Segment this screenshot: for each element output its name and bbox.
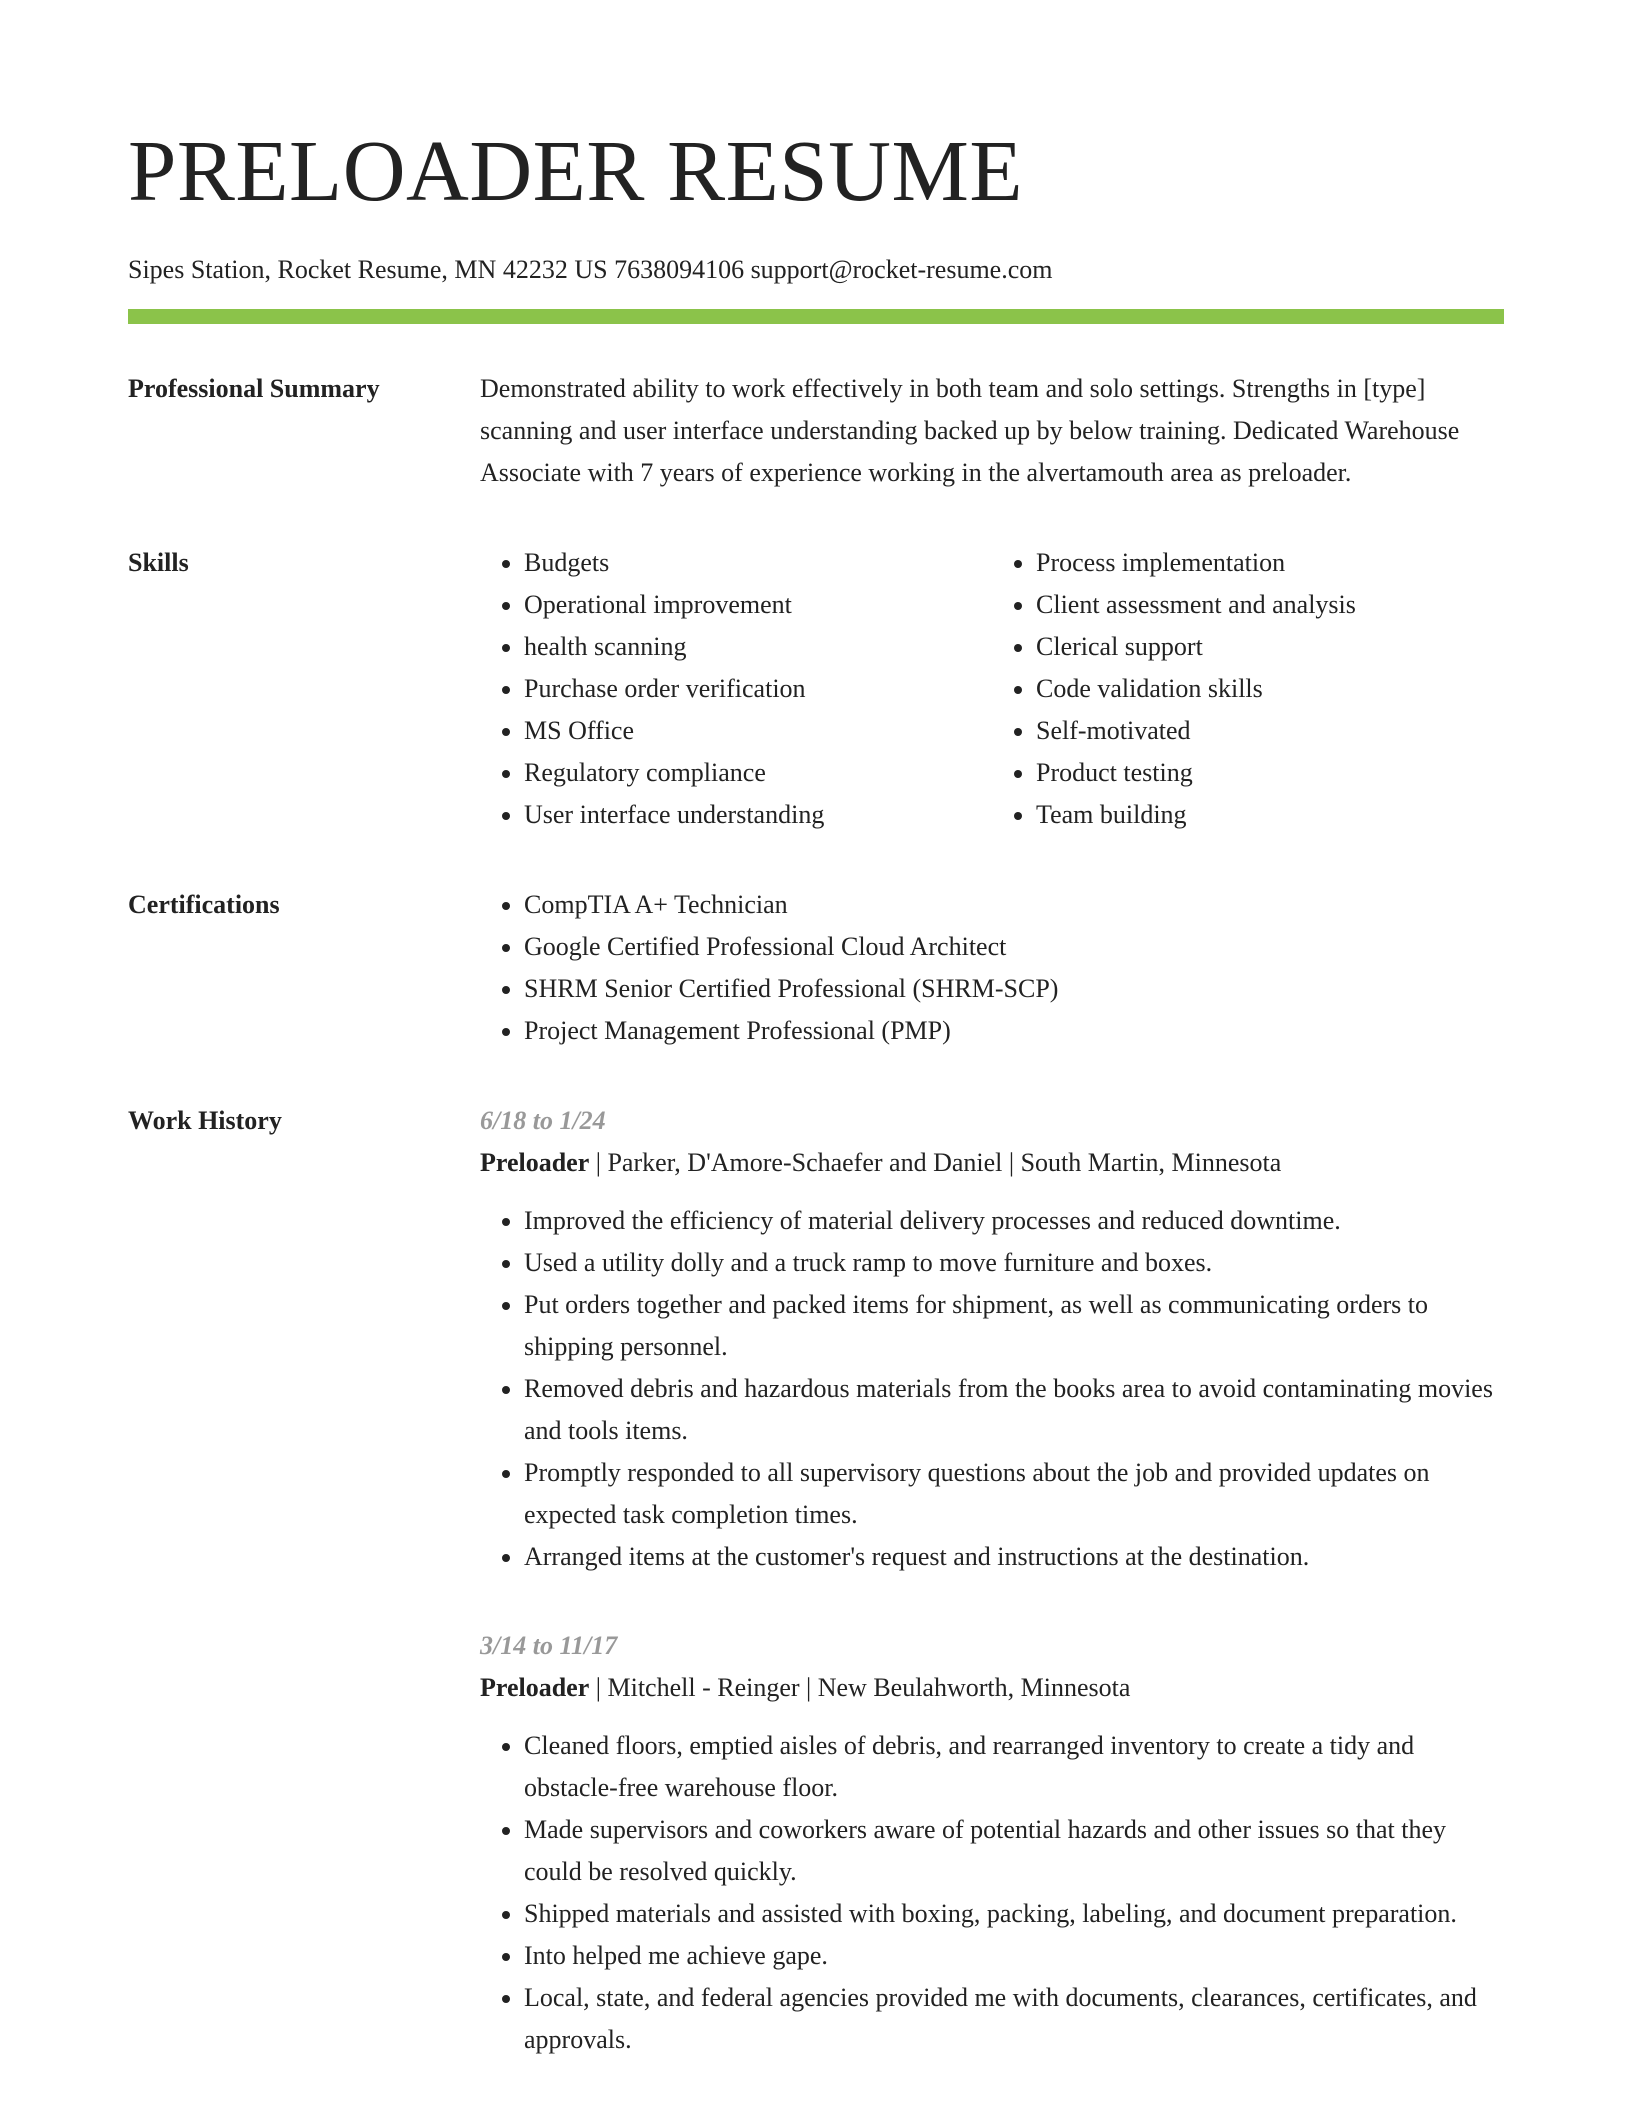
job-bullet: • Shipped materials and assisted with boxing, packing, labeling, and document preparation. xyxy=(524,1893,1504,1935)
job-bullet: • Used a utility dolly and a truck ramp to move furniture and boxes. xyxy=(524,1242,1504,1284)
work-history-section xyxy=(128,1100,1504,2061)
certification-item: • Google Certified Professional Cloud Architect xyxy=(524,926,1504,968)
job-employer: | Mitchell - Reinger | New Beulahworth, Minnesota xyxy=(589,1673,1131,1702)
job-bullet: • Cleaned floors, emptied aisles of debris, and rearranged inventory to create a tidy and obstacle-free warehouse floor. xyxy=(524,1725,1504,1809)
skill-item: • health scanning xyxy=(524,626,992,668)
job-entry xyxy=(480,1100,1504,1578)
section-heading: Certifications xyxy=(128,890,280,919)
contact-line xyxy=(128,249,1504,291)
job-title: Preloader xyxy=(480,1148,590,1177)
section-heading: Work History xyxy=(128,1106,282,1135)
header-divider xyxy=(128,309,1504,324)
job-heading xyxy=(480,1142,1504,1184)
job-entry xyxy=(480,1625,1504,2061)
skill-item: • Self-motivated xyxy=(1036,710,1504,752)
skill-item: • Process implementation xyxy=(1036,542,1504,584)
contact-address: Sipes Station, Rocket Resume, MN 42232 US xyxy=(128,255,608,284)
job-bullet: • Removed debris and hazardous materials from the books area to avoid contaminating movies and tools items. xyxy=(524,1368,1504,1452)
job-dates: 6/18 to 1/24 xyxy=(480,1106,606,1135)
job-bullet: • Into helped me achieve gape. xyxy=(524,1935,1504,1977)
skill-item: • Regulatory compliance xyxy=(524,752,992,794)
certification-item: • SHRM Senior Certified Professional (SHRM-SCP) xyxy=(524,968,1504,1010)
contact-email: support@rocket-resume.com xyxy=(750,255,1053,284)
job-bullet: • Arranged items at the customer's request and instructions at the destination. xyxy=(524,1536,1504,1578)
skill-item: • Client assessment and analysis xyxy=(1036,584,1504,626)
skills-list-left xyxy=(480,542,992,836)
job-bullet: • Made supervisors and coworkers aware of potential hazards and other issues so that they could be resolved quickly. xyxy=(524,1809,1504,1893)
skill-item: • Purchase order verification xyxy=(524,668,992,710)
certifications-section xyxy=(128,884,1504,1052)
skill-item: • Team building xyxy=(1036,794,1504,836)
summary-body xyxy=(480,368,1504,494)
summary-text: Demonstrated ability to work effectively in both team and solo settings. Strengths in [type] scanning and user interface understanding backed up by below training. Dedicated Warehouse Associate with 7 years of experience working in the alvertamouth area as preloader. xyxy=(480,374,1460,487)
skill-item: • Clerical support xyxy=(1036,626,1504,668)
skill-item: • Code validation skills xyxy=(1036,668,1504,710)
section-heading: Skills xyxy=(128,548,189,577)
contact-phone: 7638094106 xyxy=(614,255,745,284)
skills-section xyxy=(128,542,1504,836)
job-employer: | Parker, D'Amore-Schaefer and Daniel | South Martin, Minnesota xyxy=(589,1148,1282,1177)
skill-item: • Product testing xyxy=(1036,752,1504,794)
certifications-list xyxy=(480,884,1504,1052)
resume-title: PRELOADER RESUME xyxy=(128,122,1023,219)
job-bullets xyxy=(480,1200,1504,1578)
summary-section xyxy=(128,368,1504,494)
skill-item: • MS Office xyxy=(524,710,992,752)
job-dates: 3/14 to 11/17 xyxy=(480,1631,618,1660)
job-bullets xyxy=(480,1725,1504,2061)
job-bullet: • Promptly responded to all supervisory questions about the job and provided updates on expected task completion times. xyxy=(524,1452,1504,1536)
certification-item: • CompTIA A+ Technician xyxy=(524,884,1504,926)
work-history-body xyxy=(480,1100,1504,2061)
skill-item: • User interface understanding xyxy=(524,794,992,836)
skill-item: • Operational improvement xyxy=(524,584,992,626)
section-heading: Professional Summary xyxy=(128,374,380,403)
job-heading xyxy=(480,1667,1504,1709)
job-bullet: • Put orders together and packed items for shipment, as well as communicating orders to shipping personnel. xyxy=(524,1284,1504,1368)
certification-item: • Project Management Professional (PMP) xyxy=(524,1010,1504,1052)
job-bullet: • Local, state, and federal agencies provided me with documents, clearances, certificates, and approvals. xyxy=(524,1977,1504,2061)
certifications-body xyxy=(480,884,1504,1052)
job-title: Preloader xyxy=(480,1673,590,1702)
job-bullet: • Improved the efficiency of material delivery processes and reduced downtime. xyxy=(524,1200,1504,1242)
skill-item: • Budgets xyxy=(524,542,992,584)
skills-body xyxy=(480,542,1504,836)
skills-list-right xyxy=(992,542,1504,836)
